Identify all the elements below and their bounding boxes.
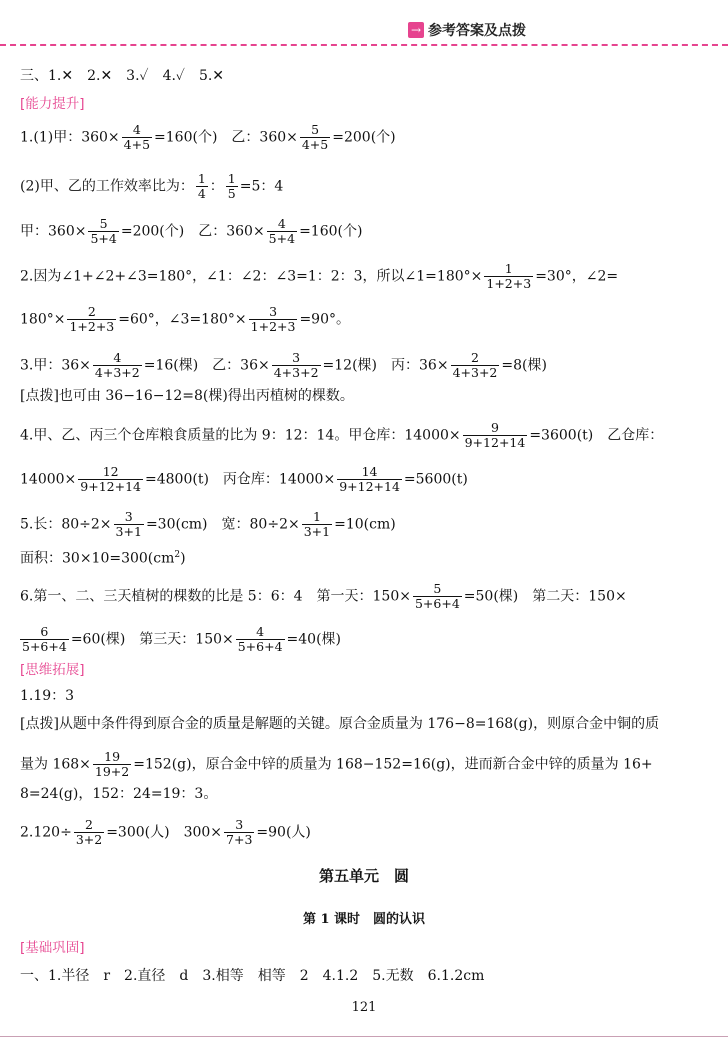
answer-line: 三、1.✕ 2.✕ 3.✓ 4.✓ 5.✕ <box>20 68 225 84</box>
answer-line: 4.甲、乙、丙三个仓库粮食质量的比为 9：12：14。甲仓库：14000× $\frac{9}{9+12+14}$ =3600(t) 乙仓库： <box>20 420 664 450</box>
answer-line: 1.(1)甲：360× $\frac{4}{4+5}$ =160(个) 乙：360× $\frac{5}{4+5}$ =200(个) <box>20 122 396 152</box>
page-number: 121 <box>351 1000 377 1015</box>
fraction: $\frac{3}{7+3}$ <box>226 817 253 847</box>
answer-line: (2)甲、乙的工作效率比为： $\frac{1}{4}$ ： $\frac{1}{5}$ =5：4 <box>20 171 284 201</box>
answer-line: 14000× $\frac{12}{9+12+14}$ =4800(t) 丙仓库：14000× $\frac{14}{9+12+14}$ =5600(t) <box>20 464 468 494</box>
answer-line: 面积：$30\times 10=300(cm^2)$ <box>20 550 186 567</box>
header-divider <box>0 44 728 46</box>
fraction: $\frac{14}{9+12+14}$ <box>339 464 400 494</box>
fraction: $\frac{5}{5+6+4}$ <box>414 581 460 611</box>
section-label: [思维拓展] <box>20 662 85 678</box>
arrow-right-icon: → <box>408 22 424 38</box>
fraction: $\frac{12}{9+12+14}$ <box>80 464 141 494</box>
unit-title: 第五单元 圆 <box>318 867 409 885</box>
fraction: $\frac{2}{3+2}$ <box>75 817 103 847</box>
answer-line: 1.19：3 <box>20 688 75 704</box>
section-label: [基础巩固] <box>20 940 85 956</box>
answer-line: 2.因为∠1+∠2+∠3=180°，∠1：∠2：∠3=1：2：3，所以∠1=180°× $\frac{1}{1+2+3}$ =30°，∠2= <box>20 261 619 291</box>
fraction: $\frac{4}{5+4}$ <box>268 216 296 246</box>
hint-line: [点拨]从题中条件得到原合金的质量是解题的关键。原合金质量为 176−8=168(g)，则原合金中铜的质 <box>20 716 660 732</box>
fraction: $\frac{3}{3+1}$ <box>115 509 142 539</box>
fraction: $\frac{1}{4}$ <box>197 171 206 201</box>
fraction: $\frac{1}{5}$ <box>227 171 236 201</box>
answer-line: 6.第一、二、三天植树的棵数的比是 5：6：4 第一天：150× $\frac{5}{5+6+4}$ =50(棵) 第二天：150× <box>20 581 627 611</box>
footer-divider <box>0 1036 728 1037</box>
fraction: $\frac{2}{4+3+2}$ <box>452 350 498 380</box>
fraction: $\frac{4}{5+6+4}$ <box>237 624 283 654</box>
answer-line: 8=24(g)，152：24=19：3。 <box>20 786 218 802</box>
header-tag <box>408 20 526 40</box>
fraction: $\frac{9}{9+12+14}$ <box>464 420 526 450</box>
answer-line: 一、1.半径 r 2.直径 d 3.相等 相等 2 4.1.2 5.无数 6.1.2cm <box>20 968 485 984</box>
fraction: $\frac{4}{4+3+2}$ <box>94 350 140 380</box>
fraction: $\frac{19}{19+2}$ <box>94 749 130 779</box>
section-label: [能力提升] <box>20 96 85 112</box>
fraction: $\frac{2}{1+2+3}$ <box>69 304 115 334</box>
lesson-title: 第 1 课时 圆的认识 <box>302 912 426 927</box>
fraction: $\frac{6}{5+6+4}$ <box>22 624 67 654</box>
fraction: $\frac{1}{1+2+3}$ <box>486 261 532 291</box>
answer-line: 甲：360× $\frac{5}{5+4}$ =200(个) 乙：360× $\frac{4}{5+4}$ =160(个) <box>20 216 363 246</box>
answer-line: 5.长：80÷2× $\frac{3}{3+1}$ =30(cm) 宽：80÷2× $\frac{1}{3+1}$ =10(cm) <box>20 509 396 539</box>
header-title: 参考答案及点拨 <box>428 23 526 39</box>
fraction: $\frac{5}{4+5}$ <box>301 122 329 152</box>
page-header <box>0 0 728 46</box>
fraction: $\frac{1}{3+1}$ <box>303 509 331 539</box>
hint-line: [点拨]也可由 36−16−12=8(棵)得出丙植树的棵数。 <box>20 388 354 404</box>
answer-line: 2.120÷ $\frac{2}{3+2}$ =300(人) 300× $\frac{3}{7+3}$ =90(人) <box>20 817 311 847</box>
fraction: $\frac{4}{4+5}$ <box>123 122 151 152</box>
fraction: $\frac{5}{5+4}$ <box>90 216 117 246</box>
answer-line: $\frac{6}{5+6+4}$ =60(棵) 第三天：150× $\frac{4}{5+6+4}$ =40(棵) <box>22 624 342 654</box>
fraction: $\frac{3}{1+2+3}$ <box>250 304 296 334</box>
answer-line: 3.甲：36× $\frac{4}{4+3+2}$ =16(棵) 乙：36× $\frac{3}{4+3+2}$ =12(棵) 丙：36× $\frac{2}{4+3+2}$ =8(棵) <box>20 350 547 380</box>
fraction: $\frac{3}{4+3+2}$ <box>273 350 319 380</box>
answer-line: 量为 168× $\frac{19}{19+2}$ =152(g)，原合金中锌的质量为 168−152=16(g)，进而新合金中锌的质量为 16+ <box>20 749 653 779</box>
answer-line: 180°× $\frac{2}{1+2+3}$ =60°，∠3=180°× $\frac{3}{1+2+3}$ =90°。 <box>20 304 350 334</box>
